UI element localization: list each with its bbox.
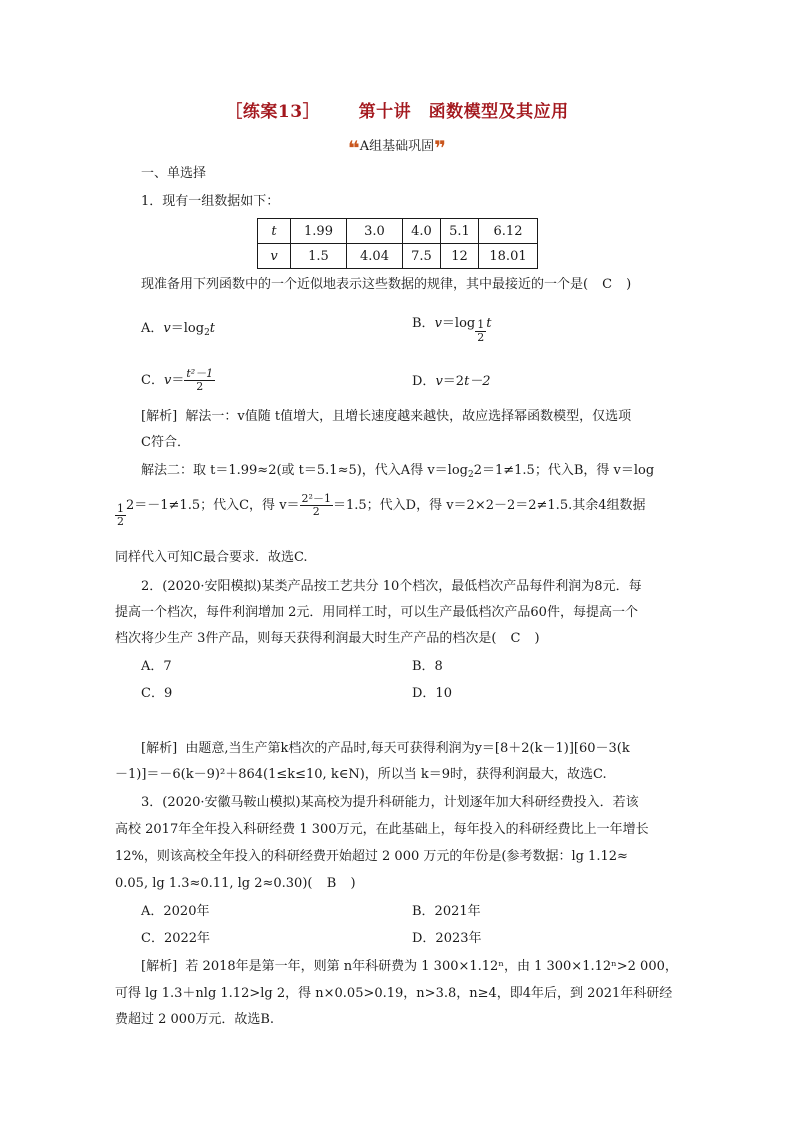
table-row: [258, 219, 538, 244]
table-cell: 6.12: [479, 219, 538, 244]
q1-option-a: A．$v=\log_2t$: [141, 321, 216, 338]
q1-option-d: D．v＝2t－2: [412, 374, 491, 389]
group-heading: [0, 135, 794, 160]
q3-option-b: B．2021年: [412, 904, 481, 919]
q1-solution2-line1: 解法二：取 t＝1.99≈2(或 t＝5.1≈5)，代入A得 $v=\log_22=1\ne 1.5$；代入B，得 v＝log: [141, 463, 655, 480]
table-cell: 5.1: [441, 219, 479, 244]
q1-stem: 1．现有一组数据如下：: [141, 194, 280, 209]
q3-analysis-line2: 可得 lg 1.3＋nlg 1.12>lg 2，得 n×0.05>0.19，n>3.8，n≥4，即4年后，到 2021年科研经: [115, 986, 673, 1001]
q3-line2: 高校 2017年全年投入科研经费 1 300万元，在此基础上，每年投入的科研经费比上一年增长: [115, 822, 649, 837]
q3-line3: 12%，则该高校全年投入的科研经费开始超过 2 000 万元的年份是(参考数据：lg 1.12≈: [115, 849, 628, 864]
right-quote-icon: ❞: [434, 136, 446, 160]
data-table: [257, 218, 538, 269]
fraction: $\frac{1}{2}$: [117, 502, 124, 528]
page-title: [0, 97, 794, 122]
q3-line4: 0.05, lg 1.3≈0.11, lg 2≈0.30)( B ): [115, 876, 356, 891]
q2-line2: 提高一个档次，每件利润增加 2元．用同样工时，可以生产最低档次产品60件，每提高一个: [115, 605, 638, 620]
left-quote-icon: ❝: [348, 136, 360, 160]
q3-option-d: D．2023年: [412, 931, 482, 946]
section-heading: 一、单选择: [141, 166, 207, 181]
q1-solution2-line2: $\frac{1}{2}$ 2＝－1≠1.5；代入C，得 v＝ $\frac{\text{2²－1}}{2}$ ＝1.5；代入D，得 v＝2×2－2＝2≠1.5.其余4组数据: [117, 492, 646, 528]
lesson-number: ［练案13］: [225, 102, 321, 122]
q3-analysis-line3: 费超过 2 000万元．故选B.: [115, 1012, 275, 1027]
table-cell: 4.04: [347, 244, 403, 269]
q1-solution2-line3: 同样代入可知C最合要求．故选C.: [115, 550, 308, 565]
q1-option-c: C．v＝ $\frac{\text{t²－1}}{2}$: [141, 367, 214, 393]
group-label: A组基础巩固: [359, 139, 435, 154]
q1-analysis-line2: C符合．: [141, 435, 190, 450]
q2-option-b: B．8: [412, 659, 443, 674]
q1-answer: C: [602, 277, 613, 292]
q3-option-c: C．2022年: [141, 931, 211, 946]
analysis-label: [解析]: [141, 741, 178, 756]
fraction: $\frac{\text{2²－1}}{2}$: [301, 492, 331, 518]
lesson-title: 第十讲 函数模型及其应用: [358, 102, 569, 122]
table-cell: 18.01: [479, 244, 538, 269]
q1-analysis-line1: [解析] 解法一：v值随 t值增大，且增长速度越来越快，故应选择幂函数模型，仅选项: [141, 409, 632, 424]
table-cell: t: [258, 219, 291, 244]
q3-answer: B: [326, 876, 337, 891]
q3-line1: 3．(2020·安徽马鞍山模拟)某高校为提升科研能力，计划逐年加大科研经费投入．若该: [141, 795, 639, 810]
q2-answer: C: [510, 631, 521, 646]
q2-analysis-line1: [解析] 由题意,当生产第k档次的产品时,每天可获得利润为y＝[8＋2(k－1)][60－3(k: [141, 741, 630, 756]
table-cell: 4.0: [403, 219, 441, 244]
analysis-label: [解析]: [141, 409, 178, 424]
q3-option-a: A．2020年: [141, 904, 210, 919]
fraction: $\frac{1}{2}$: [477, 318, 485, 344]
fraction: $\frac{\text{t²－1}}{2}$: [186, 367, 214, 393]
q2-option-c: C．9: [141, 686, 173, 701]
table-cell: v: [258, 244, 291, 269]
table-cell: 1.99: [291, 219, 347, 244]
q1-prompt: 现准备用下列函数中的一个近似地表示这些数据的规律，其中最接近的一个是( C ): [141, 277, 632, 292]
q3-analysis-line1: [解析] 若 2018年是第一年，则第 n年科研费为 1 300×1.12ⁿ，由 1 300×1.12ⁿ>2 000，: [141, 959, 678, 974]
q2-option-a: A．7: [141, 659, 172, 674]
table-row: [258, 244, 538, 269]
table-cell: 12: [441, 244, 479, 269]
q2-line3: 档次将少生产 3件产品，则每天获得利润最大时生产产品的档次是( C ): [115, 631, 540, 646]
q2-option-d: D．10: [412, 686, 452, 701]
table-cell: 7.5: [403, 244, 441, 269]
analysis-label: [解析]: [141, 959, 178, 974]
table-cell: 3.0: [347, 219, 403, 244]
table-cell: 1.5: [291, 244, 347, 269]
q1-option-b: B．v＝log $\frac{1}{2}$ t: [412, 316, 492, 344]
q2-line1: 2．(2020·安阳模拟)某类产品按工艺共分 10个档次，最低档次产品每件利润为8元．每: [141, 579, 642, 594]
q2-analysis-line2: －1)]＝－6(k－9)²＋864(1≤k≤10, k∈N)，所以当 k＝9时，获得利润最大，故选C.: [115, 767, 607, 782]
